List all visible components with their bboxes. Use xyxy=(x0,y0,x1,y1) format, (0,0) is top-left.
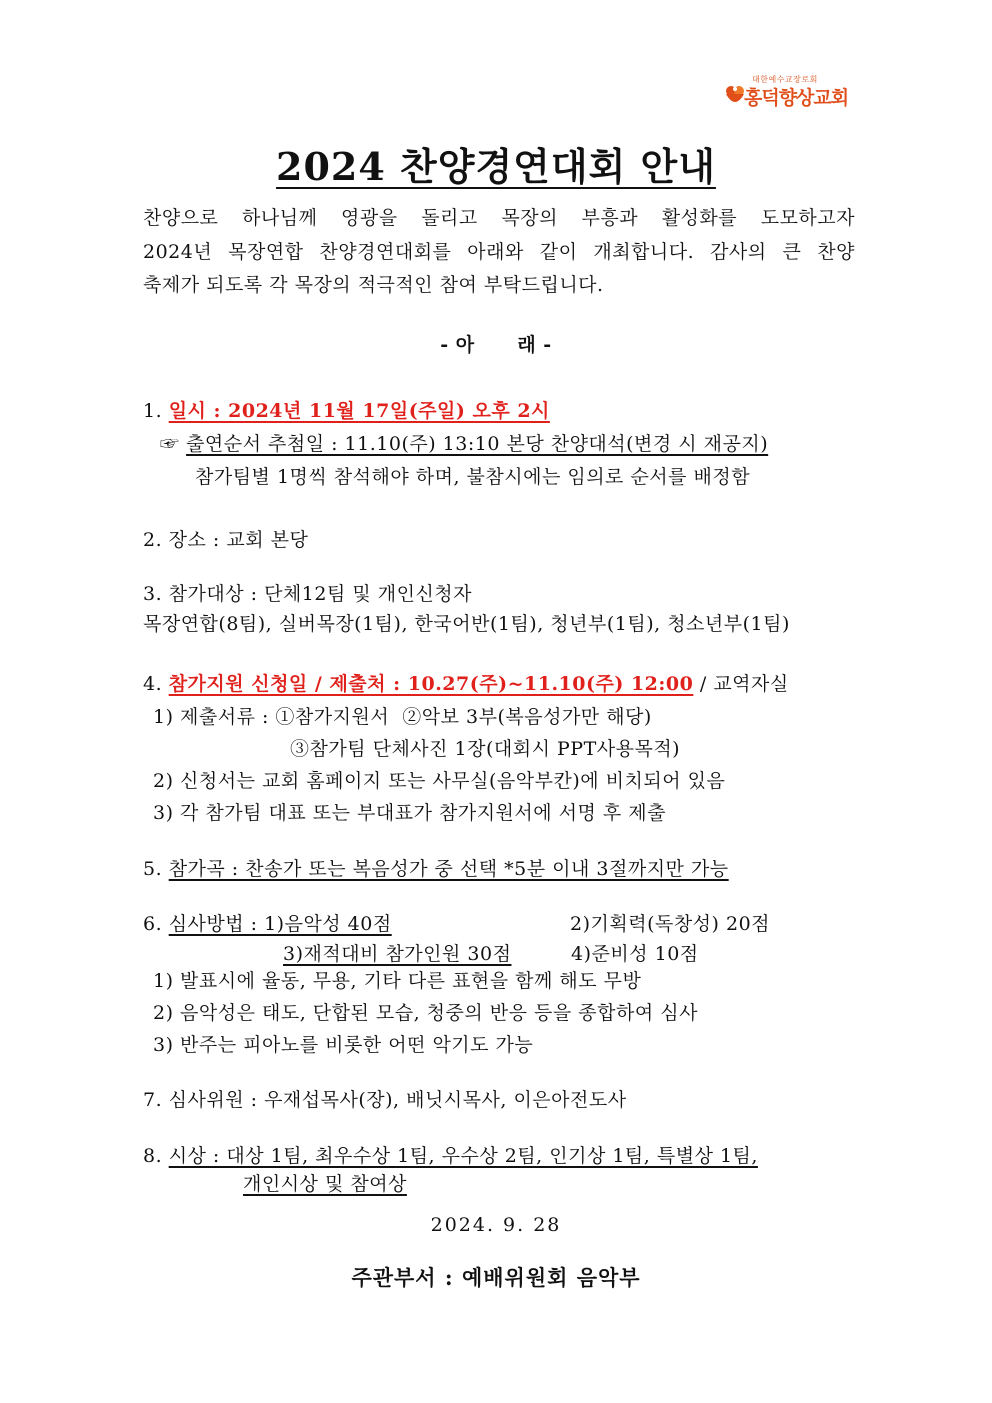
awards: 시상 : 대상 1팀, 최우수상 1팀, 우수상 2팀, 인기상 1팀, 특별상 1팀, xyxy=(168,1145,758,1167)
criteria-3: 3)재적대비 참가인원 30점 xyxy=(283,943,512,965)
section-number: 8. xyxy=(143,1145,163,1167)
section-number: 5. xyxy=(143,858,163,880)
draw-note: 출연순서 추첨일 : 11.10(주) 13:10 본당 찬양대석(변경 시 재공지) xyxy=(186,433,769,455)
pointing-hand-icon: ☞ xyxy=(160,433,180,455)
section-4 xyxy=(143,669,789,696)
criteria-2: 2)기획력(독창성) 20점 xyxy=(570,913,771,935)
section-6-item-3: 3) 반주는 피아노를 비롯한 어떤 악기도 가능 xyxy=(153,1034,534,1056)
application-place: / 교역자실 xyxy=(693,673,789,695)
section-number: 6. xyxy=(143,913,163,935)
awards-line-2: 개인시상 및 참여상 xyxy=(243,1173,407,1195)
section-3-detail: 목장연합(8팀), 실버목장(1팀), 한국어반(1팀), 청년부(1팀), 청소년부(1팀) xyxy=(143,613,790,635)
section-5 xyxy=(143,854,729,881)
section-1 xyxy=(143,396,550,423)
heart-flower-icon xyxy=(724,84,746,108)
section-number: 1. xyxy=(143,400,163,422)
intro-line-3: 축제가 되도록 각 목장의 적극적인 참여 부탁드립니다. xyxy=(143,274,604,296)
section-1-note xyxy=(160,429,768,456)
section-2: 2. 장소 : 교회 본당 xyxy=(143,529,309,551)
section-8 xyxy=(143,1141,758,1168)
organizer: 주관부서 : 예배위원회 음악부 xyxy=(351,1265,641,1290)
section-1-note-2: 참가팀별 1명씩 참석해야 하며, 불참시에는 임의로 순서를 배정함 xyxy=(195,466,751,488)
intro-line-1: 찬양으로 하나님께 영광을 돌리고 목장의 부흥과 활성화를 도모하고자 xyxy=(143,207,855,229)
logo-subtitle: 대한예수교장로회 xyxy=(752,75,818,84)
criteria-row-1 xyxy=(169,909,801,936)
song-rule: 참가곡 : 찬송가 또는 복음성가 중 선택 *5분 이내 3절까지만 가능 xyxy=(168,858,729,880)
application-highlight: 참가지원 신청일 / 제출처 : 10.27(주)~11.10(주) 12:00 xyxy=(168,673,694,695)
page-title: 2024 찬양경연대회 안내 xyxy=(276,144,716,189)
section-4-item-1b: ③참가팀 단체사진 1장(대회시 PPT사용목적) xyxy=(290,738,681,760)
section-6-item-1: 1) 발표시에 율동, 무용, 기타 다른 표현을 함께 해도 무방 xyxy=(153,970,642,992)
section-4-item-1: 1) 제출서류 : ①참가지원서 ②악보 3부(복음성가만 해당) xyxy=(153,706,652,728)
criteria-1: 심사방법 : 1)음악성 40점 xyxy=(168,913,392,935)
section-4-item-3: 3) 각 참가팀 대표 또는 부대표가 참가지원서에 서명 후 제출 xyxy=(153,802,667,824)
section-6-item-2: 2) 음악성은 태도, 단합된 모습, 청중의 반응 등을 종합하여 심사 xyxy=(153,1002,698,1024)
section-6 xyxy=(143,909,801,936)
criteria-4: 4)준비성 10점 xyxy=(571,943,699,965)
section-number: 4. xyxy=(143,673,163,695)
church-logo xyxy=(724,74,854,114)
logo-name: 홍덕향상교회 xyxy=(744,87,849,109)
below-heading: - 아 래 - xyxy=(440,334,552,356)
date-highlight: 일시 : 2024년 11월 17일(주일) 오후 2시 xyxy=(168,400,550,422)
document-date: 2024. 9. 28 xyxy=(430,1214,562,1236)
section-7: 7. 심사위원 : 우재섭목사(장), 배닛시목사, 이은아전도사 xyxy=(143,1089,627,1111)
criteria-row-2 xyxy=(283,939,709,966)
intro-line-2: 2024년 목장연합 찬양경연대회를 아래와 같이 개최합니다. 감사의 큰 찬양 xyxy=(143,241,855,263)
section-4-item-2: 2) 신청서는 교회 홈페이지 또는 사무실(음악부칸)에 비치되어 있음 xyxy=(153,770,726,792)
section-3: 3. 참가대상 : 단체12팀 및 개인신청자 xyxy=(143,583,473,605)
